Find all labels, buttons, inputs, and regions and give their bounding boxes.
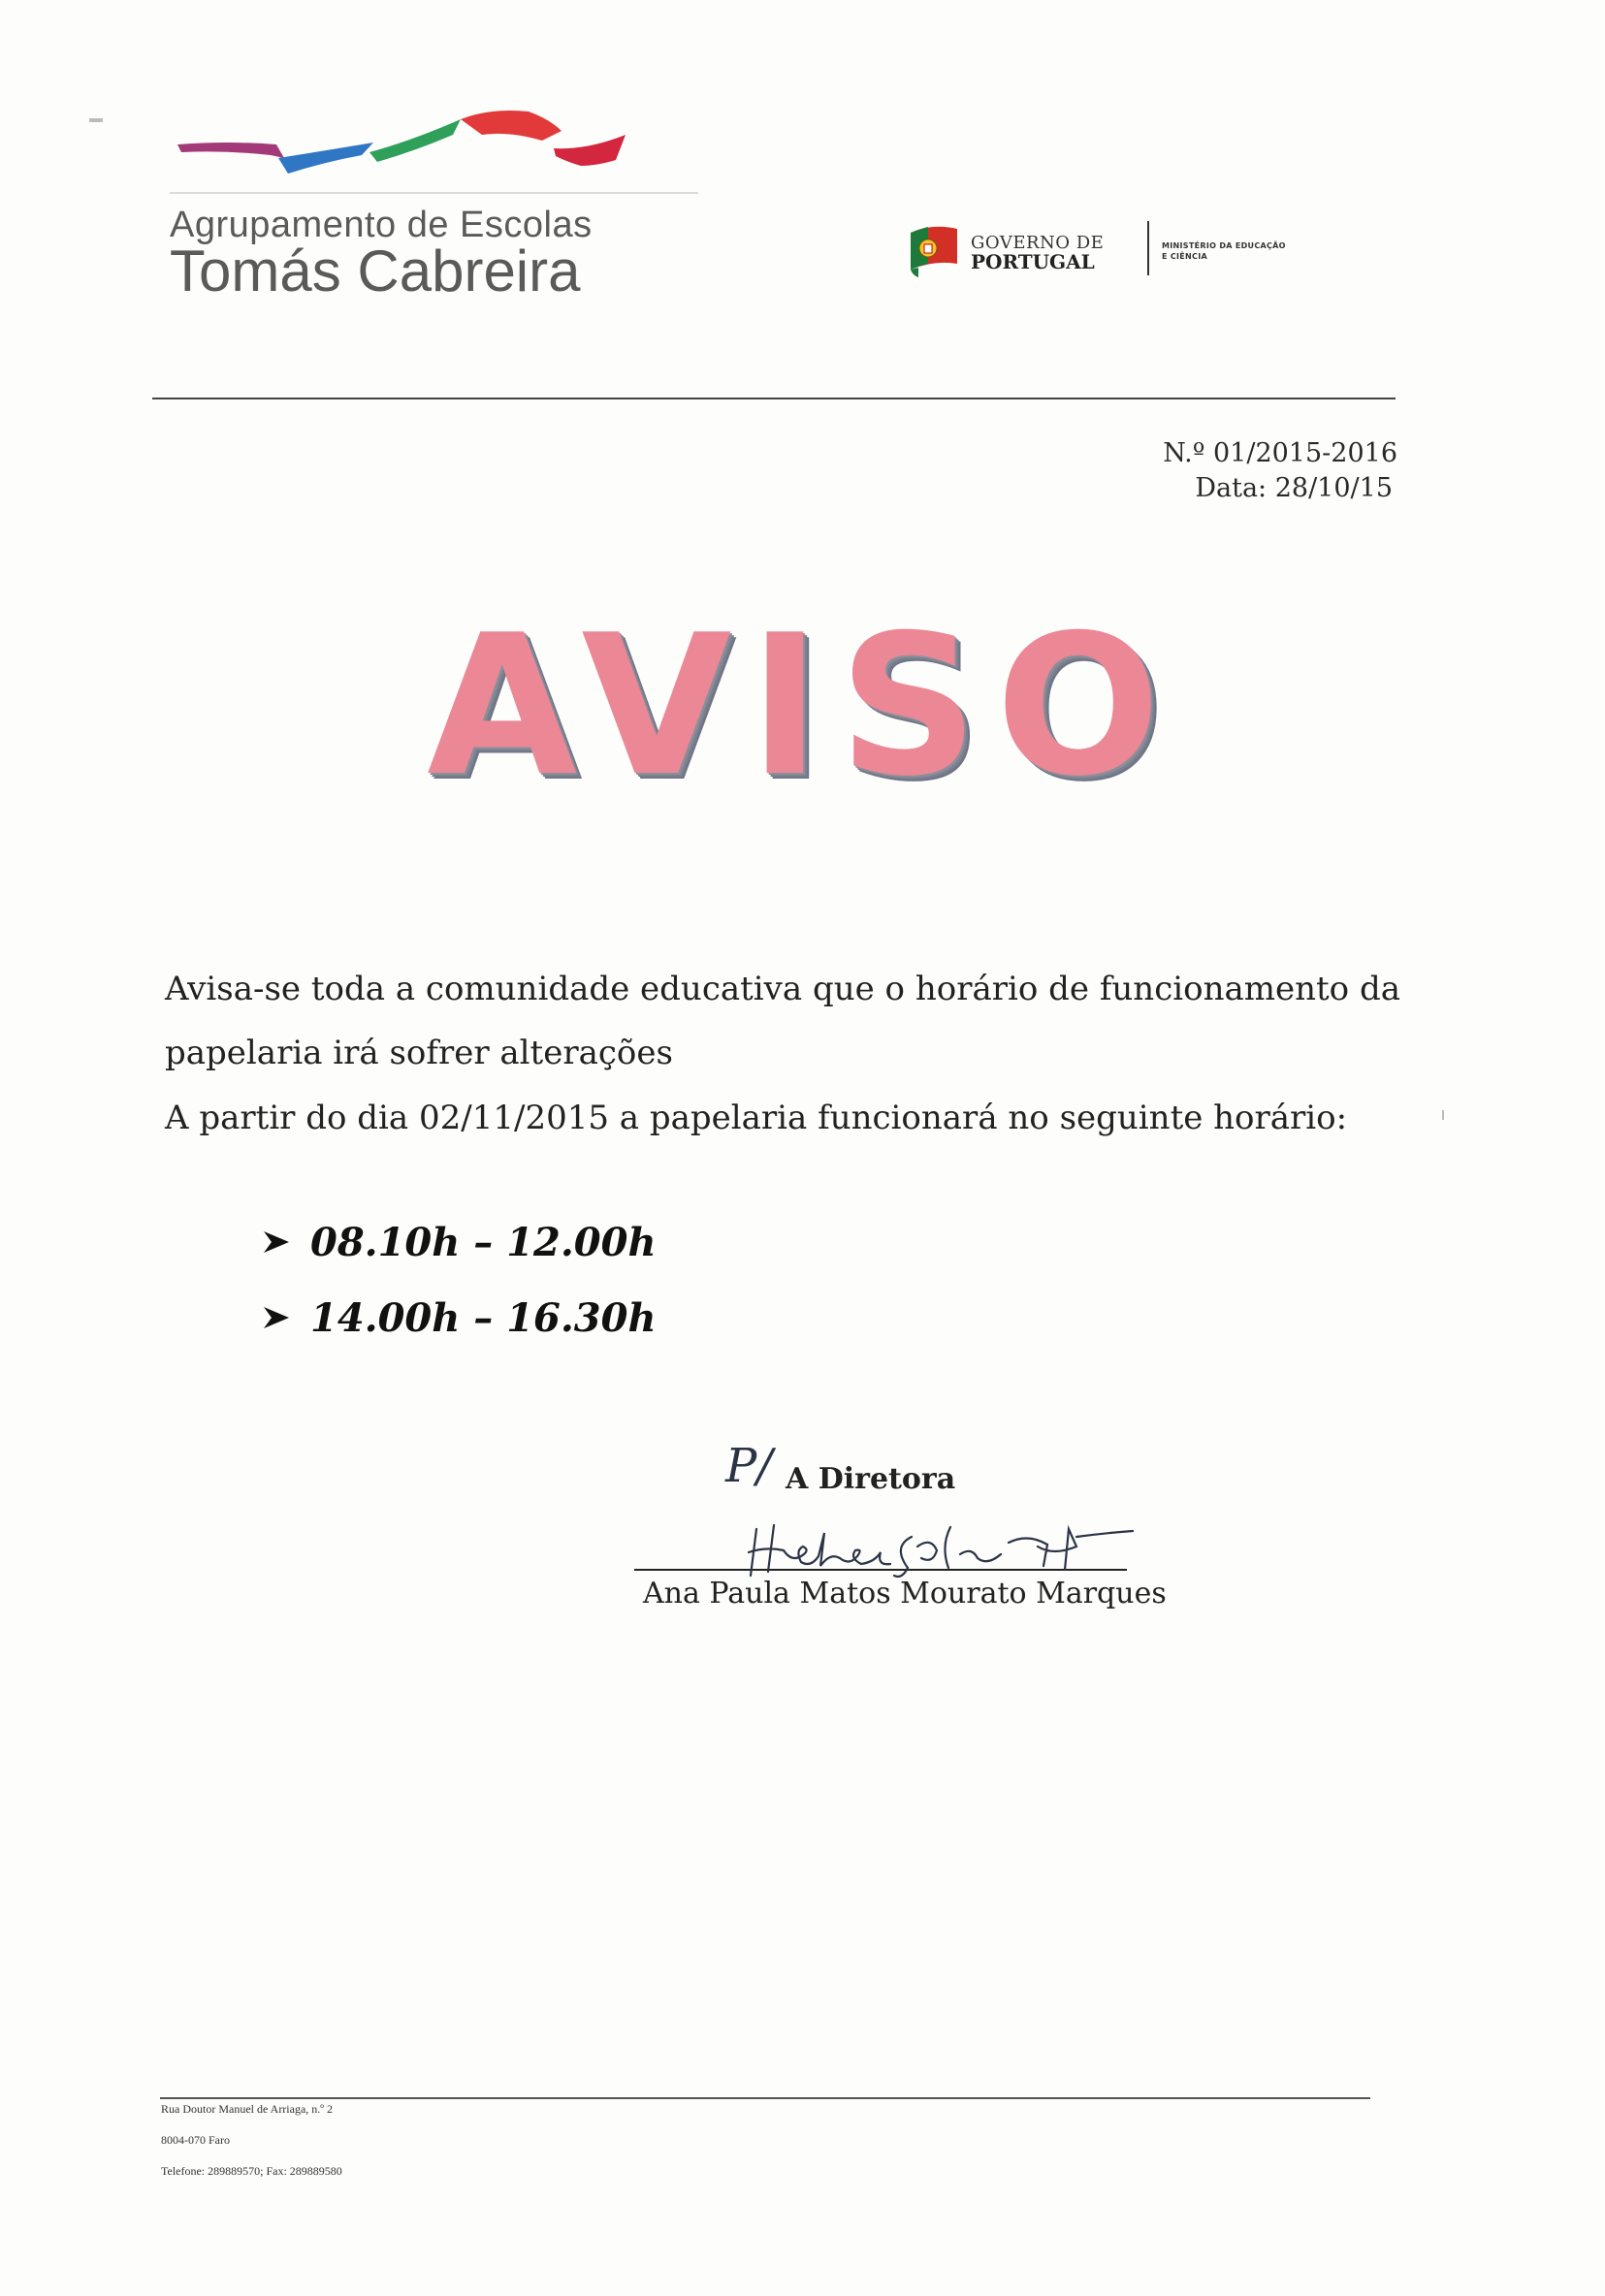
signatory-name: Ana Paula Matos Mourato Marques [643, 1577, 1167, 1610]
school-logo [170, 102, 698, 303]
notice-title: AVISO [427, 593, 1178, 819]
ministry-line2: E CIÊNCIA [1162, 252, 1207, 261]
reference-date: Data: 28/10/15 [1195, 473, 1393, 503]
government-logo [907, 221, 1343, 279]
body-line-3: A partir do dia 02/11/2015 a papelaria funcionará no seguinte horário: [165, 1099, 1348, 1137]
government-logo-line2: PORTUGAL [971, 250, 1095, 273]
schedule-time: 08.10h – 12.00h [310, 1220, 657, 1265]
arrow-bullet-icon [262, 1303, 291, 1332]
portugal-flag-icon [907, 221, 961, 279]
ministry-line1: MINISTÉRIO DA EDUCAÇÃO [1162, 241, 1286, 250]
government-logo-line1: GOVERNO DE [971, 233, 1105, 253]
signature-prefix: P/ [725, 1439, 773, 1493]
signature-role: A Diretora [786, 1462, 956, 1496]
scan-speck [89, 118, 103, 122]
body-line-2: papelaria irá sofrer alterações [165, 1034, 673, 1072]
school-logo-line1: Agrupamento de Escolas [170, 205, 593, 245]
arrow-bullet-icon [262, 1228, 291, 1257]
school-logo-line2: Tomás Cabreira [170, 239, 581, 303]
handwritten-signature [621, 1508, 1144, 1585]
reference-number: N.º 01/2015-2016 [1163, 438, 1397, 468]
school-logo-mark-icon [170, 102, 698, 199]
footer-phone-fax: Telefone: 289889570; Fax: 289889580 [161, 2164, 342, 2178]
schedule-time: 14.00h – 16.30h [310, 1295, 657, 1341]
header-divider [152, 398, 1396, 399]
footer-postal-code: 8004-070 Faro [161, 2133, 230, 2147]
ministry-label [1162, 240, 1336, 262]
body-line-1: Avisa-se toda a comunidade educativa que o horário de funcionamento da [165, 970, 1400, 1008]
footer-divider [160, 2097, 1370, 2099]
scan-speck [1442, 1110, 1444, 1120]
government-logo-divider [1147, 221, 1149, 275]
footer-address: Rua Doutor Manuel de Arriaga, n.º 2 [161, 2102, 334, 2116]
